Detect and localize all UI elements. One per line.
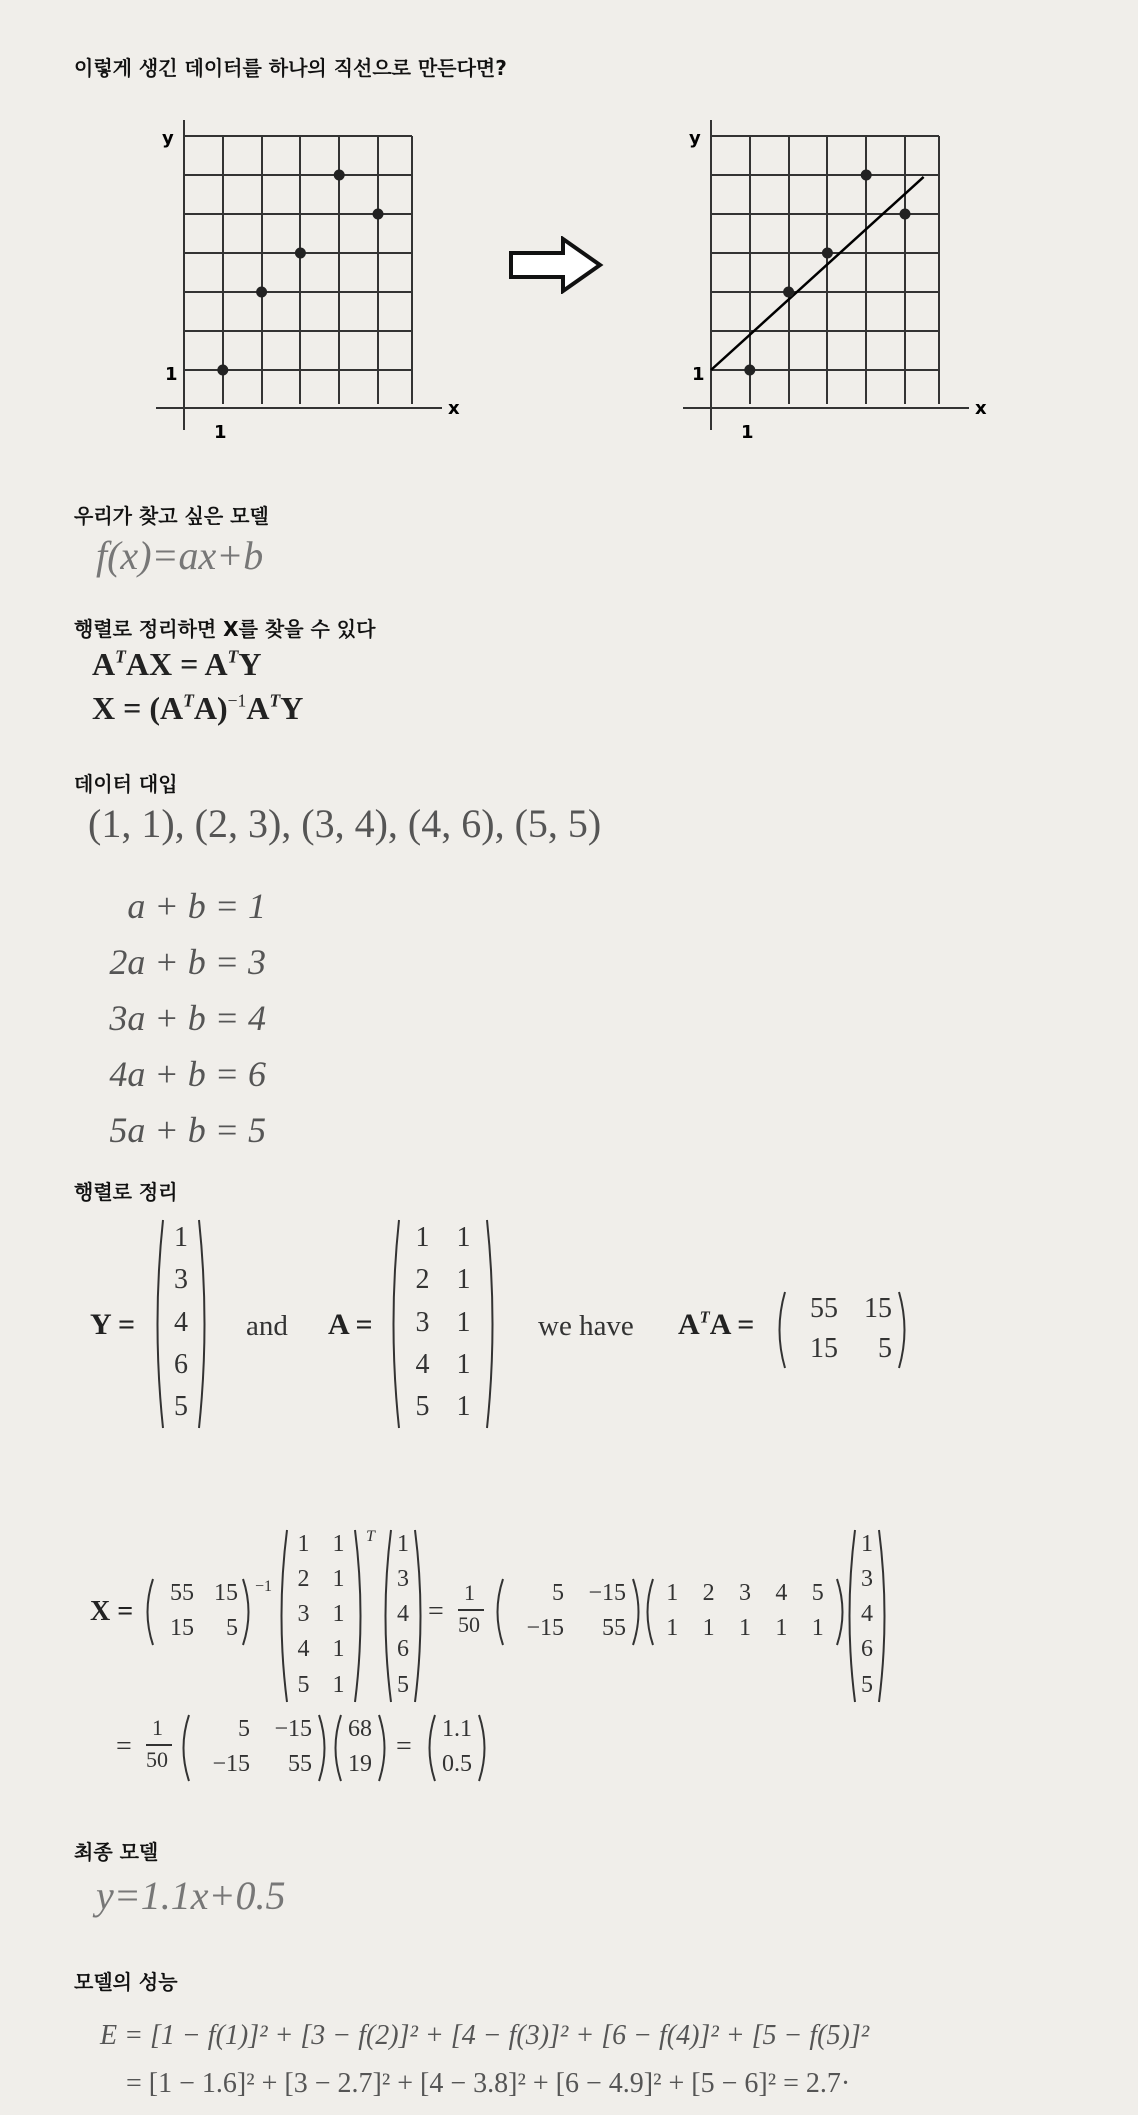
and-text: and — [246, 1310, 288, 1342]
x-axis-label: x — [975, 398, 987, 419]
matrix-cell: 5 — [861, 1671, 873, 1698]
error-line-2: = [1 − 1.6]² + [3 − 2.7]² + [4 − 3.8]² + [6 − 4.9]² + [5 − 6]² = 2.7· — [126, 2068, 851, 2099]
matrix-cell: 55 — [602, 1614, 626, 1641]
data-point — [783, 287, 794, 298]
error-line-1: E = [1 − f(1)]² + [3 − f(2)]² + [4 − f(3)]² + [6 − f(4)]² + [5 − f(5)]² — [100, 2020, 870, 2051]
equation-2: 2a + b = 3 — [109, 942, 266, 982]
left-parenthesis — [648, 1579, 654, 1645]
fraction-numerator-2: 1 — [152, 1715, 163, 1740]
left-parenthesis — [184, 1715, 190, 1781]
transpose-superscript: T — [366, 1528, 375, 1545]
matrix-cell: 1 — [397, 1530, 409, 1557]
matrix-cell: −15 — [274, 1715, 312, 1742]
X-label: X = — [90, 1596, 134, 1627]
right-parenthesis — [319, 1715, 325, 1781]
matrix-cell: 6 — [861, 1636, 873, 1663]
matrix-cell: 1 — [332, 1601, 345, 1628]
matrix-cell: 0.5 — [442, 1750, 472, 1777]
matrix-cell: 15 — [810, 1332, 838, 1364]
matrix-cell: 4 — [174, 1306, 188, 1338]
matrix-cell: 5 — [811, 1579, 824, 1606]
data-point — [373, 209, 384, 220]
y-axis-label: y — [689, 128, 701, 149]
matrix-cell: 55 — [288, 1750, 312, 1777]
equation-5: 5a + b = 5 — [109, 1110, 266, 1150]
data-point — [256, 287, 267, 298]
matrix-cell: 1 — [174, 1221, 188, 1253]
data-point — [822, 248, 833, 259]
data-point — [295, 248, 306, 259]
right-parenthesis — [633, 1579, 639, 1645]
Y-matrix — [152, 1218, 210, 1430]
equals-sign-3: = — [396, 1731, 412, 1762]
matrix-cell: 4 — [775, 1579, 788, 1606]
matrix-solve-heading: 행렬로 정리하면 X를 찾을 수 있다 — [74, 617, 376, 641]
matrix-cell: 15 — [170, 1614, 194, 1641]
matrix-cell: 19 — [348, 1750, 372, 1777]
matrix-cell: 1 — [456, 1221, 471, 1253]
y-axis-label: y — [162, 128, 174, 149]
matrix-cell: 1 — [332, 1530, 345, 1557]
substitute-heading: 데이터 대입 — [74, 772, 178, 796]
grid — [156, 120, 442, 430]
matrix-cell: 1 — [456, 1349, 471, 1381]
left-parenthesis — [158, 1220, 164, 1428]
left-parenthesis — [498, 1579, 504, 1645]
inverse-matrix — [492, 1577, 644, 1647]
right-parenthesis — [243, 1579, 249, 1645]
matrix-cell: 3 — [738, 1579, 751, 1606]
left-parenthesis — [780, 1292, 786, 1368]
final-heading: 최종 모델 — [74, 1840, 159, 1864]
Y-label: Y = — [90, 1308, 136, 1341]
matrix-cell: −15 — [212, 1750, 250, 1777]
model-formula: f(x)=ax+b — [96, 533, 264, 578]
matrix-cell: −15 — [526, 1614, 564, 1641]
matrix-cell: −15 — [588, 1579, 626, 1606]
matrix-cell: 1 — [332, 1636, 345, 1663]
normal-equation-1: $A^TAX = A^TY$ — [92, 646, 262, 682]
matrix-cell: 5 — [397, 1671, 409, 1698]
inverse-superscript: −1 — [255, 1578, 273, 1595]
equation-3: 3a + b = 4 — [109, 998, 266, 1038]
matrix-cell: 1 — [456, 1306, 471, 1338]
matrix-cell: 1 — [332, 1671, 345, 1698]
matrix-cell: 5 — [297, 1671, 310, 1698]
result-vector — [424, 1713, 490, 1783]
matrix-cell: 5 — [174, 1391, 188, 1423]
intro-heading: 이렇게 생긴 데이터를 하나의 직선으로 만든다면? — [74, 56, 507, 80]
matrix-cell: 1 — [297, 1530, 310, 1557]
scatter-graph — [150, 118, 470, 448]
matrix-cell: 6 — [397, 1636, 409, 1663]
inverse-matrix-2 — [178, 1713, 330, 1783]
right-outline-arrow-icon — [508, 236, 604, 294]
left-parenthesis — [394, 1220, 400, 1428]
matrix-cell: 5 — [415, 1391, 430, 1423]
matrix-cell: 1 — [861, 1530, 873, 1557]
data-point — [861, 170, 872, 181]
matrix-cell: 5 — [552, 1579, 564, 1606]
matrix-cell: 1 — [738, 1614, 751, 1641]
fitted-graph — [677, 118, 997, 448]
fraction-bar-2 — [146, 1744, 172, 1746]
matrix-cell: 1 — [666, 1579, 679, 1606]
right-parenthesis — [487, 1220, 493, 1428]
matrix-cell: 1 — [456, 1391, 471, 1423]
y-tick-label: 1 — [692, 364, 705, 385]
matrix-cell: 55 — [810, 1292, 838, 1324]
model-heading: 우리가 찾고 싶은 모델 — [74, 504, 269, 528]
y-tick-label: 1 — [165, 364, 178, 385]
Y-vector — [380, 1528, 426, 1704]
fraction-bar — [458, 1609, 484, 1611]
matrix-arrange-heading: 행렬로 정리 — [74, 1180, 178, 1204]
matrix-cell: 1 — [775, 1614, 788, 1641]
x-tick-label: 1 — [741, 422, 754, 443]
matrix-cell: 4 — [861, 1601, 873, 1628]
equation-4: 4a + b = 6 — [109, 1054, 266, 1094]
matrix-cell: 6 — [174, 1349, 188, 1381]
A-matrix-transposed — [276, 1528, 366, 1704]
matrix-cell: 3 — [397, 1565, 409, 1592]
matrix-cell: 4 — [297, 1636, 310, 1663]
final-model-formula: y=1.1x+0.5 — [96, 1873, 286, 1918]
matrix-cell: 1 — [456, 1264, 471, 1296]
matrix-cell: 3 — [174, 1264, 188, 1296]
data-points-text: (1, 1), (2, 3), (3, 4), (4, 6), (5, 5) — [88, 801, 602, 846]
AtY-vector — [330, 1713, 390, 1783]
matrix-cell: 1 — [415, 1221, 430, 1253]
fraction-numerator: 1 — [464, 1580, 475, 1605]
right-parenthesis — [899, 1292, 905, 1368]
right-parenthesis — [199, 1220, 205, 1428]
normal-equation-2: $X = (A^TA)^{-1}A^TY$ — [92, 690, 304, 726]
we-have-text: we have — [538, 1310, 634, 1342]
equation-1: a + b = 1 — [127, 886, 266, 926]
matrix-cell: 5 — [238, 1715, 250, 1742]
fraction-denominator-2: 50 — [146, 1747, 168, 1772]
matrix-cell: 2 — [702, 1579, 715, 1606]
right-parenthesis — [837, 1579, 843, 1645]
matrix-cell: 1 — [702, 1614, 715, 1641]
Y-vector-2 — [844, 1528, 890, 1704]
matrix-cell: 2 — [415, 1264, 430, 1296]
matrix-cell: 1 — [332, 1565, 345, 1592]
left-parenthesis — [148, 1579, 154, 1645]
x-axis-label: x — [448, 398, 460, 419]
x-tick-label: 1 — [214, 422, 227, 443]
matrix-cell: 4 — [397, 1601, 409, 1628]
matrix-cell: 5 — [226, 1614, 238, 1641]
A-label: A = — [328, 1308, 373, 1341]
matrix-cell: 68 — [348, 1715, 372, 1742]
matrix-cell: 1 — [666, 1614, 679, 1641]
performance-heading: 모델의 성능 — [74, 1970, 178, 1994]
fraction-denominator: 50 — [458, 1612, 480, 1637]
data-point — [900, 209, 911, 220]
matrix-cell: 2 — [297, 1565, 310, 1592]
fit-line — [711, 177, 924, 370]
data-point — [217, 365, 228, 376]
grid — [683, 120, 969, 430]
AtA-inverse-matrix — [142, 1577, 254, 1647]
matrix-cell: 3 — [861, 1565, 873, 1592]
AtA-label: $A^TA$ = — [678, 1307, 755, 1341]
matrix-cell: 1.1 — [442, 1715, 472, 1742]
matrix-cell: 15 — [864, 1292, 892, 1324]
data-point — [744, 365, 755, 376]
equals-sign: = — [428, 1596, 444, 1627]
matrix-cell: 15 — [214, 1579, 238, 1606]
matrix-cell: 3 — [297, 1601, 310, 1628]
matrix-cell: 5 — [878, 1332, 892, 1364]
matrix-cell: 1 — [811, 1614, 824, 1641]
equals-sign-2: = — [116, 1731, 132, 1762]
AtA-matrix — [774, 1290, 910, 1370]
matrix-cell: 4 — [415, 1349, 430, 1381]
A-transpose-matrix — [642, 1577, 848, 1647]
matrix-cell: 55 — [170, 1579, 194, 1606]
A-matrix — [388, 1218, 498, 1430]
data-point — [334, 170, 345, 181]
matrix-cell: 3 — [415, 1306, 430, 1338]
